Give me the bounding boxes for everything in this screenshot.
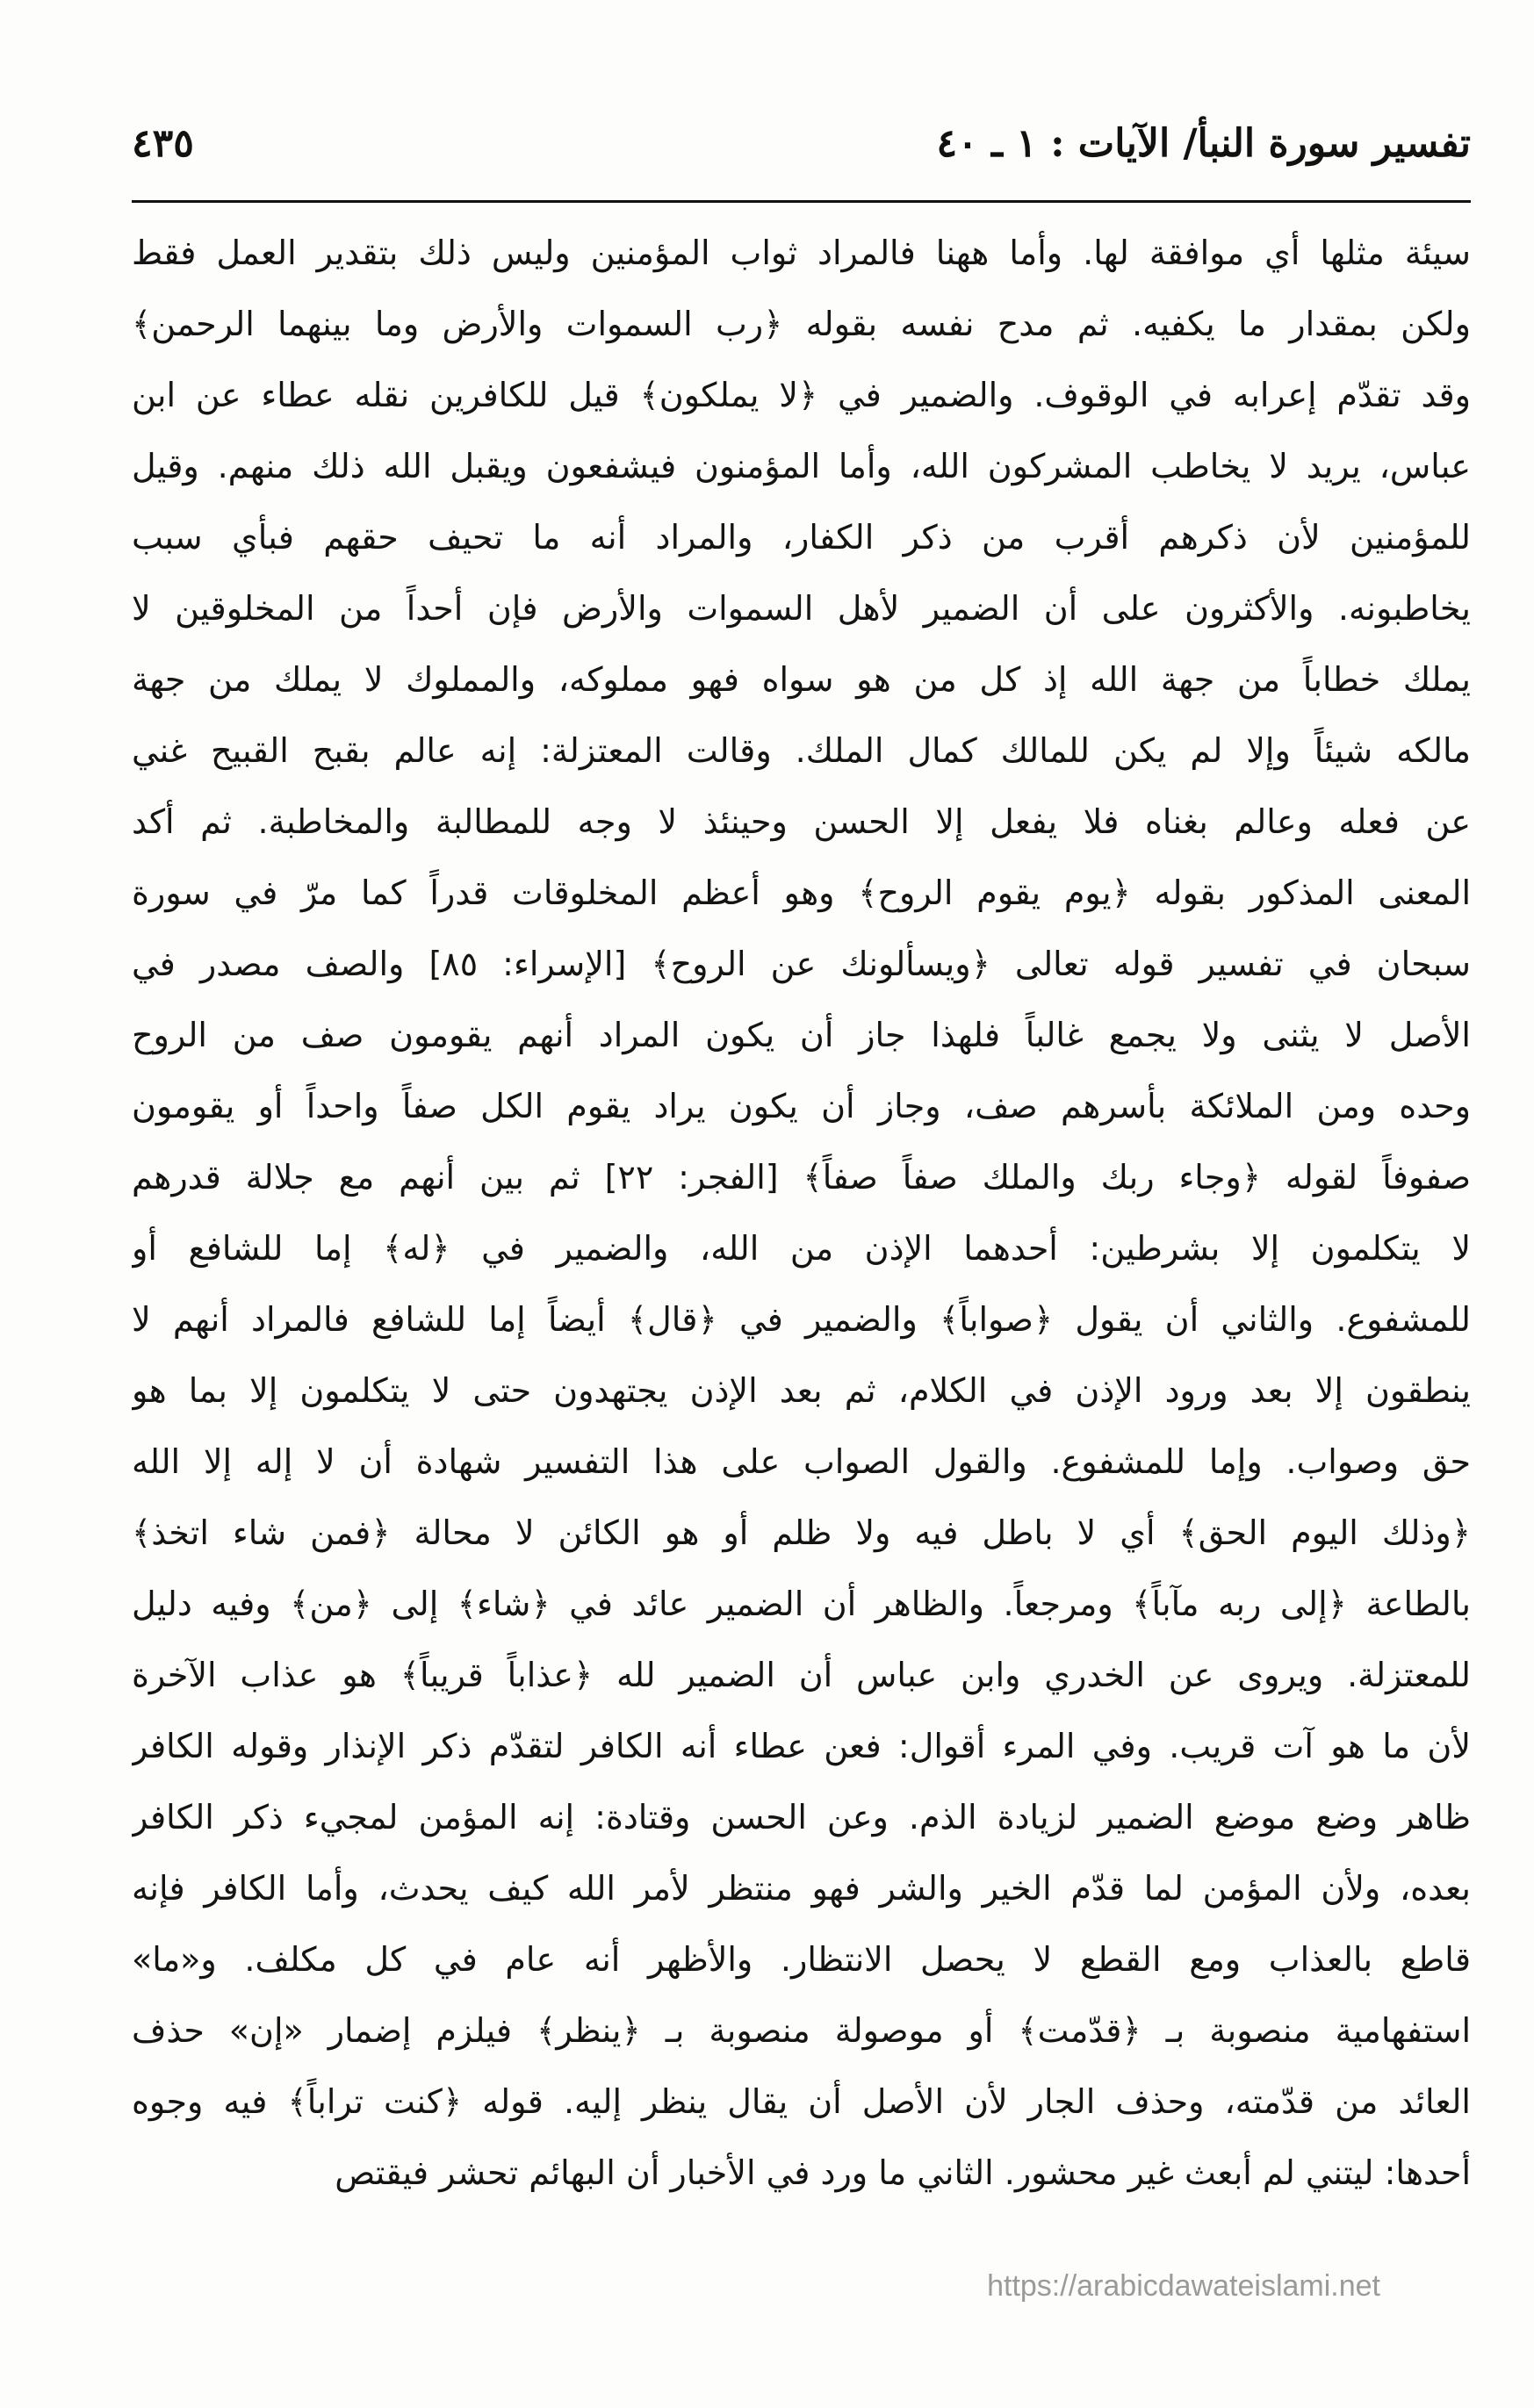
text-line: بعده، ولأن المؤمن لما قدّم الخير والشر فهو منتظر لأمر الله كيف يحدث، وأما الكافر فإنه xyxy=(132,1869,1471,1908)
text-line: للمشفوع. والثاني أن يقول ﴿صواباً﴾ والضمير في ﴿قال﴾ أيضاً إما للشافع فالمراد أنهم لا xyxy=(132,1300,1471,1339)
text-line: عن فعله وعالم بغناه فلا يفعل إلا الحسن وحينئذ لا وجه للمطالبة والمخاطبة. ثم أكد xyxy=(132,802,1471,841)
text-line: العائد من قدّمته، وحذف الجار لأن الأصل أن يقال ينظر إليه. قوله ﴿كنت تراباً﴾ فيه وجوه xyxy=(132,2082,1471,2121)
header-divider xyxy=(132,200,1471,203)
text-line: قاطع بالعذاب ومع القطع لا يحصل الانتظار. والأظهر أنه عام في كل مكلف. و«ما» xyxy=(132,1940,1471,1979)
page-number: ٤٣٥ xyxy=(132,121,194,166)
text-line: وحده ومن الملائكة بأسرهم صف، وجاز أن يكون يراد يقوم الكل صفاً واحداً أو يقومون xyxy=(132,1087,1471,1125)
text-line: سبحان في تفسير قوله تعالى ﴿ويسألونك عن الروح﴾ [الإسراء: ٨٥] والصف مصدر في xyxy=(132,945,1471,983)
text-line: صفوفاً لقوله ﴿وجاء ربك والملك صفاً صفاً﴾ [الفجر: ٢٢] ثم بين أنهم مع جلالة قدرهم xyxy=(132,1158,1471,1197)
text-line: ﴿وذلك اليوم الحق﴾ أي لا باطل فيه ولا ظلم أو هو الكائن لا محالة ﴿فمن شاء اتخذ﴾ xyxy=(132,1513,1471,1552)
text-line: يخاطبونه. والأكثرون على أن الضمير لأهل السموات والأرض فإن أحداً من المخلوقين لا xyxy=(132,589,1471,628)
text-line: لأن ما هو آت قريب. وفي المرء أقوال: فعن عطاء أنه الكافر لتقدّم ذكر الإنذار وقوله الكافر xyxy=(132,1727,1471,1765)
text-line: استفهامية منصوبة بـ ﴿قدّمت﴾ أو موصولة منصوبة بـ ﴿ينظر﴾ فيلزم إضمار «إن» حذف xyxy=(132,2011,1471,2050)
text-line: يملك خطاباً من جهة الله إذ كل من هو سواه فهو مملوكه، والمملوك لا يملك من جهة xyxy=(132,660,1471,699)
running-header xyxy=(132,105,1471,193)
text-line: للمؤمنين لأن ذكرهم أقرب من ذكر الكفار، والمراد أنه ما تحيف حقهم فبأي سبب xyxy=(132,518,1471,557)
text-line: حق وصواب. وإما للمشفوع. والقول الصواب على هذا التفسير شهادة أن لا إله إلا الله xyxy=(132,1442,1471,1481)
text-line: عباس، يريد لا يخاطب المشركون الله، وأما المؤمنون فيشفعون ويقبل الله ذلك منهم. وقيل xyxy=(132,447,1471,485)
text-line: سيئة مثلها أي موافقة لها. وأما ههنا فالمراد ثواب المؤمنين وليس ذلك بتقدير العمل فقط xyxy=(132,234,1471,272)
header-title: تفسير سورة النبأ/ الآيات : ١ ـ ٤٠ xyxy=(936,121,1471,166)
text-line: أحدها: ليتني لم أبعث غير محشور. الثاني ما ورد في الأخبار أن البهائم تحشر فيقتص xyxy=(335,2153,1471,2192)
text-line: لا يتكلمون إلا بشرطين: أحدهما الإذن من الله، والضمير في ﴿له﴾ إما للشافع أو xyxy=(132,1229,1471,1268)
watermark-url: https://arabicdawateislami.net xyxy=(987,2269,1380,2303)
text-line: ولكن بمقدار ما يكفيه. ثم مدح نفسه بقوله ﴿رب السموات والأرض وما بينهما الرحمن﴾ xyxy=(132,305,1471,343)
text-line: المعنى المذكور بقوله ﴿يوم يقوم الروح﴾ وهو أعظم المخلوقات قدراً كما مرّ في سورة xyxy=(132,873,1471,912)
text-line: ينطقون إلا بعد ورود الإذن في الكلام، ثم بعد الإذن يجتهدون حتى لا يتكلمون إلا بما هو xyxy=(132,1371,1471,1410)
text-line: الأصل لا يثنى ولا يجمع غالباً فلهذا جاز أن يكون المراد أنهم يقومون صف من الروح xyxy=(132,1016,1471,1054)
text-line: وقد تقدّم إعرابه في الوقوف. والضمير في ﴿لا يملكون﴾ قيل للكافرين نقله عطاء عن ابن xyxy=(132,376,1471,414)
text-line: مالكه شيئاً وإلا لم يكن للمالك كمال الملك. وقالت المعتزلة: إنه عالم بقبح القبيح غني xyxy=(132,731,1471,770)
body-text xyxy=(132,218,1471,2209)
text-line: بالطاعة ﴿إلى ربه مآباً﴾ ومرجعاً. والظاهر أن الضمير عائد في ﴿شاء﴾ إلى ﴿من﴾ وفيه دليل xyxy=(132,1585,1471,1623)
text-line: للمعتزلة. ويروى عن الخدري وابن عباس أن الضمير لله ﴿عذاباً قريباً﴾ هو عذاب الآخرة xyxy=(132,1656,1471,1694)
text-line: ظاهر وضع موضع الضمير لزيادة الذم. وعن الحسن وقتادة: إنه المؤمن لمجيء ذكر الكافر xyxy=(132,1798,1471,1837)
